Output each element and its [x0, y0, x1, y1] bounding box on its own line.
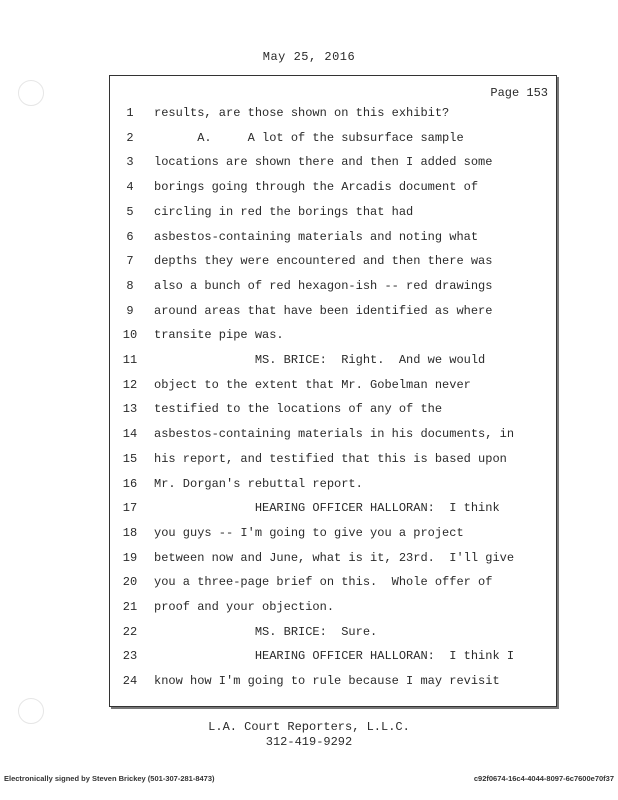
transcript-line	[0, 625, 618, 645]
line-text: transite pipe was.	[154, 328, 284, 343]
line-text: Mr. Dorgan's rebuttal report.	[154, 476, 363, 491]
line-number: 24	[122, 674, 138, 689]
line-text: locations are shown there and then I added some	[154, 155, 493, 170]
transcript-line	[0, 477, 618, 497]
transcript-line	[0, 328, 618, 348]
line-text: also a bunch of red hexagon-ish -- red drawings	[154, 278, 493, 293]
transcript-line	[0, 254, 618, 274]
line-text: circling in red the borings that had	[154, 204, 414, 219]
line-number: 9	[126, 303, 134, 318]
line-text: HEARING OFFICER HALLORAN: I think I	[154, 649, 515, 664]
transcript-line	[0, 501, 618, 521]
transcript-line	[0, 155, 618, 175]
transcript-line	[0, 452, 618, 472]
transcript-line	[0, 378, 618, 398]
line-text: results, are those shown on this exhibit?	[154, 106, 450, 120]
line-text: MS. BRICE: Right. And we would	[154, 353, 486, 367]
transcript-line	[0, 551, 618, 571]
line-number: 18	[122, 525, 138, 540]
line-text: MS. BRICE: Sure.	[154, 624, 378, 639]
line-text: borings going through the Arcadis document of	[154, 180, 479, 195]
line-number: 10	[122, 328, 138, 343]
transcript-line	[0, 649, 618, 669]
transcript-line	[0, 205, 618, 225]
line-number: 2	[126, 130, 134, 145]
reporter-phone: 312-419-9292	[265, 735, 353, 749]
transcript-line	[0, 526, 618, 546]
line-number: 19	[122, 550, 138, 565]
transcript-line	[0, 279, 618, 299]
line-number: 3	[126, 155, 134, 170]
transcript-line	[0, 402, 618, 422]
line-text: testified to the locations of any of the	[154, 402, 443, 417]
line-number: 22	[122, 624, 138, 639]
transcript-line	[0, 131, 618, 151]
line-text: between now and June, what is it, 23rd. I'll give	[154, 550, 515, 565]
line-number: 8	[126, 278, 134, 293]
line-number: 11	[122, 353, 138, 367]
line-text: depths they were encountered and then there was	[154, 254, 493, 269]
line-number: 13	[122, 402, 138, 417]
transcript-line	[0, 304, 618, 324]
document-hash: c92f0674-16c4-4044-8097-6c7600e70f37	[473, 774, 614, 783]
line-number: 20	[122, 575, 138, 590]
line-number: 23	[122, 649, 138, 664]
line-text: proof and your objection.	[154, 600, 335, 614]
line-text: his report, and testified that this is based upon	[154, 451, 507, 466]
line-text: around areas that have been identified as where	[154, 303, 493, 318]
line-number: 16	[122, 476, 138, 491]
punch-hole-top	[18, 80, 44, 106]
transcript-line	[0, 575, 618, 595]
line-number: 17	[122, 501, 138, 516]
line-number: 21	[122, 600, 138, 614]
line-number: 4	[126, 180, 134, 195]
reporter-name: L.A. Court Reporters, L.L.C.	[208, 720, 410, 734]
line-number: 6	[126, 229, 134, 244]
transcript-line	[0, 106, 618, 126]
electronic-signature: Electronically signed by Steven Brickey (501-307-281-8473)	[4, 774, 215, 783]
transcript-line	[0, 353, 618, 373]
line-text: you a three-page brief on this. Whole offer of	[154, 575, 493, 590]
line-text: asbestos-containing materials in his documents, in	[154, 427, 515, 442]
reporter-footer	[0, 720, 618, 750]
line-text: you guys -- I'm going to give you a project	[154, 525, 464, 540]
transcript-line	[0, 230, 618, 250]
line-number: 7	[126, 254, 134, 269]
line-number: 5	[126, 204, 134, 219]
line-text: know how I'm going to rule because I may revisit	[154, 674, 500, 689]
line-number: 14	[122, 427, 138, 442]
transcript-line	[0, 180, 618, 200]
transcript-line	[0, 674, 618, 694]
line-number: 12	[122, 377, 138, 392]
line-text: A. A lot of the subsurface sample	[154, 130, 464, 145]
transcript-line	[0, 600, 618, 620]
line-number: 1	[126, 106, 134, 120]
line-number: 15	[122, 451, 138, 466]
line-text: HEARING OFFICER HALLORAN: I think	[154, 501, 500, 516]
transcript-date: May 25, 2016	[262, 50, 356, 64]
transcript-line	[0, 427, 618, 447]
line-text: object to the extent that Mr. Gobelman never	[154, 377, 471, 392]
line-text: asbestos-containing materials and noting what	[154, 229, 479, 244]
page-number: Page 153	[490, 86, 548, 100]
